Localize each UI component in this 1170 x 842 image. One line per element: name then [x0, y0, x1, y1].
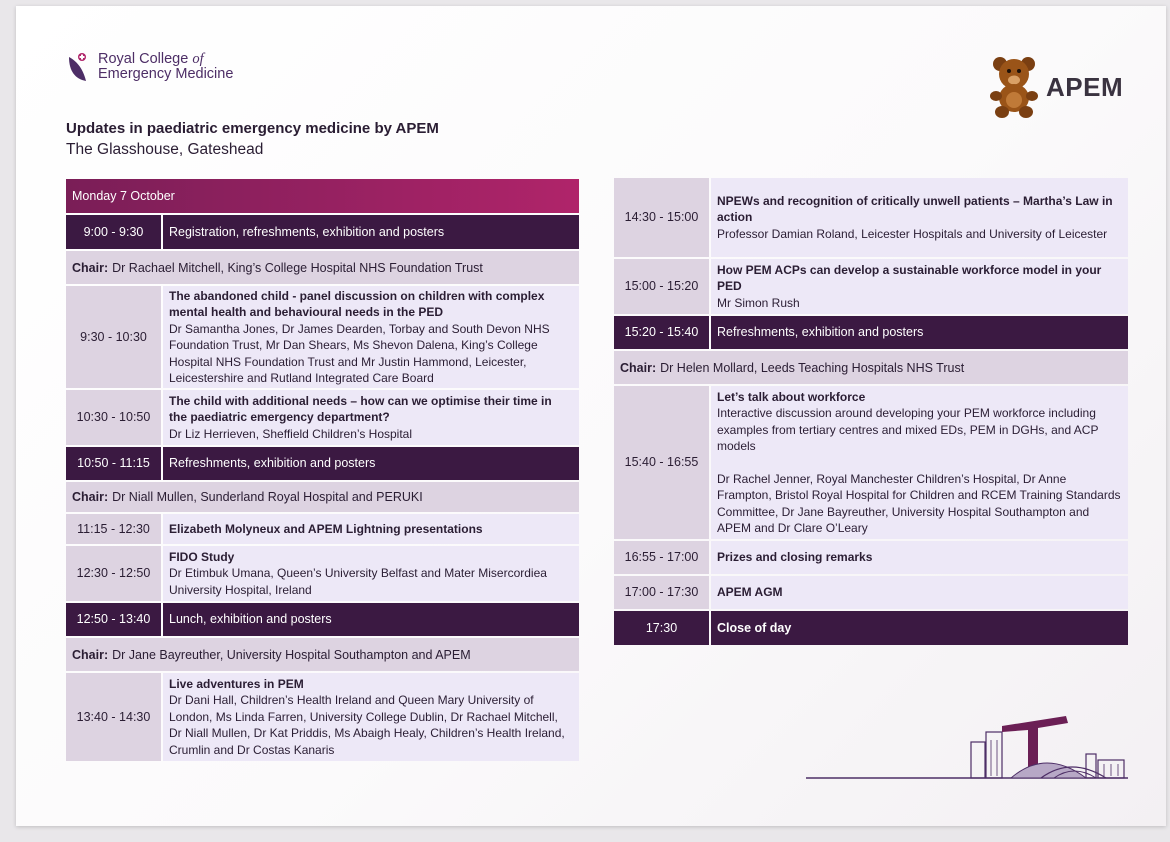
session-description: Interactive discussion around developing your PEM workforce including examples from tertiary centres and mixed EDs, PEM in DGHs, and ACP models — [717, 406, 1099, 453]
session-title: Let’s talk about workforce — [717, 389, 866, 404]
session-speakers: Dr Rachel Jenner, Royal Manchester Children’s Hospital, Dr Anne Frampton, Bristol Royal Hospital for Children and RCEM Training Standards Committee, Dr Jane Bayreuther, University Hospital Southampton and APEM and Dr Clare O’Leary — [717, 471, 1121, 535]
rcem-line2: Emergency Medicine — [98, 66, 234, 82]
event-title: Updates in paediatric emergency medicine by APEM — [66, 120, 439, 137]
chair-row — [66, 482, 579, 512]
session-time: 9:00 - 9:30 — [66, 215, 161, 249]
session-content — [163, 514, 579, 544]
session-content — [711, 259, 1128, 314]
session-title: Prizes and closing remarks — [717, 550, 873, 565]
session-title: Close of day — [717, 620, 792, 635]
apem-logo — [986, 54, 1123, 120]
chair-row — [614, 351, 1128, 384]
gateshead-skyline-illustration — [806, 706, 1146, 786]
session-title: NPEWs and recognition of critically unwell patients – Martha’s Law in action — [717, 193, 1113, 225]
session-row — [614, 541, 1128, 574]
chair-label: Chair: — [72, 260, 109, 275]
session-row — [66, 447, 579, 480]
session-title: The abandoned child - panel discussion on children with complex mental health and behavioural needs in the PED — [169, 288, 545, 319]
session-row — [614, 178, 1128, 257]
session-content — [163, 390, 579, 445]
chair-name: Dr Helen Mollard, Leeds Teaching Hospitals NHS Trust — [660, 360, 965, 375]
session-title: Elizabeth Molyneux and APEM Lightning presentations — [169, 521, 483, 536]
chair-name: Dr Rachael Mitchell, King’s College Hospital NHS Foundation Trust — [112, 260, 483, 275]
session-content — [163, 673, 579, 761]
chair-row — [66, 251, 579, 284]
session-time: 16:55 - 17:00 — [614, 541, 709, 574]
session-row — [66, 514, 579, 544]
schedule-right-column — [614, 178, 1128, 647]
session-title: Lunch, exhibition and posters — [163, 603, 579, 636]
day-header: Monday 7 October — [66, 179, 579, 213]
session-content — [711, 178, 1128, 257]
session-row — [614, 386, 1128, 539]
session-content — [163, 546, 579, 601]
chair-label: Chair: — [620, 360, 657, 375]
session-content — [711, 611, 1128, 645]
session-speakers: Professor Damian Roland, Leicester Hospitals and University of Leicester — [717, 226, 1108, 241]
session-speakers: Mr Simon Rush — [717, 295, 800, 310]
session-time: 17:00 - 17:30 — [614, 576, 709, 609]
session-time: 10:30 - 10:50 — [66, 390, 161, 445]
session-row — [614, 259, 1128, 314]
session-time: 9:30 - 10:30 — [66, 286, 161, 388]
schedule-left-column — [66, 179, 579, 763]
session-row — [66, 390, 579, 445]
session-time: 17:30 — [614, 611, 709, 645]
session-title: FIDO Study — [169, 549, 235, 564]
chair-name: Dr Niall Mullen, Sunderland Royal Hospital and PERUKI — [112, 490, 423, 504]
session-content — [711, 541, 1128, 574]
session-time: 10:50 - 11:15 — [66, 447, 161, 480]
session-time: 11:15 - 12:30 — [66, 514, 161, 544]
session-speakers: Dr Dani Hall, Children’s Health Ireland and Queen Mary University of London, Ms Linda Farren, University College Dublin, Dr Rachael Mitchell, Dr Niall Mullen, Dr Kat Priddis, Ms Abaigh Healy, Children’s Health Ireland, Crumlin and Dr Costas Kanaris — [169, 693, 565, 757]
session-title: How PEM ACPs can develop a sustainable workforce model in your PED — [717, 262, 1102, 294]
teddy-bear-icon — [986, 54, 1042, 120]
session-time: 12:30 - 12:50 — [66, 546, 161, 601]
rcem-of: of — [192, 51, 204, 67]
programme-page — [16, 6, 1166, 826]
session-row — [66, 546, 579, 601]
session-row — [66, 603, 579, 636]
session-time: 12:50 - 13:40 — [66, 603, 161, 636]
rcem-line1: Royal College — [98, 51, 189, 67]
session-row — [614, 316, 1128, 349]
event-venue: The Glasshouse, Gateshead — [66, 141, 264, 158]
chair-label: Chair: — [72, 647, 109, 662]
session-content — [711, 386, 1128, 539]
rcem-logo — [66, 51, 233, 83]
spacer — [717, 455, 1122, 471]
session-title: Refreshments, exhibition and posters — [711, 316, 1128, 349]
session-time: 13:40 - 14:30 — [66, 673, 161, 761]
chair-label: Chair: — [72, 490, 109, 504]
rcem-wordmark — [98, 52, 233, 82]
chair-row — [66, 638, 579, 671]
session-time: 15:00 - 15:20 — [614, 259, 709, 314]
session-row — [614, 576, 1128, 609]
chair-name: Dr Jane Bayreuther, University Hospital Southampton and APEM — [112, 647, 471, 662]
session-row — [66, 215, 579, 249]
session-title: Registration, refreshments, exhibition and posters — [163, 215, 579, 249]
session-time: 15:20 - 15:40 — [614, 316, 709, 349]
session-content — [711, 576, 1128, 609]
session-speakers: Dr Samantha Jones, Dr James Dearden, Torbay and South Devon NHS Foundation Trust, Mr Dan Shears, Ms Shevon Dalena, King’s College Hospital NHS Foundation Trust and Mr Justin Hammond, Leicester, Leicestershire and Rutland Integrated Care Board — [169, 321, 550, 385]
session-row — [66, 286, 579, 388]
apem-wordmark: APEM — [1046, 71, 1124, 102]
session-title: Refreshments, exhibition and posters — [163, 447, 579, 480]
session-row — [66, 673, 579, 761]
session-speakers: Dr Etimbuk Umana, Queen’s University Belfast and Mater Misercordiea University Hospital, Ireland — [169, 566, 547, 597]
session-title: The child with additional needs – how can we optimise their time in the paediatric emergency department? — [169, 393, 552, 425]
session-speakers: Dr Liz Herrieven, Sheffield Children’s Hospital — [169, 426, 412, 441]
session-title: APEM AGM — [717, 585, 783, 600]
session-row — [614, 611, 1128, 645]
session-title: Live adventures in PEM — [169, 676, 304, 691]
rcem-leaf-icon — [66, 51, 92, 83]
session-content — [163, 286, 579, 388]
session-time: 14:30 - 15:00 — [614, 178, 709, 257]
session-time: 15:40 - 16:55 — [614, 386, 709, 539]
